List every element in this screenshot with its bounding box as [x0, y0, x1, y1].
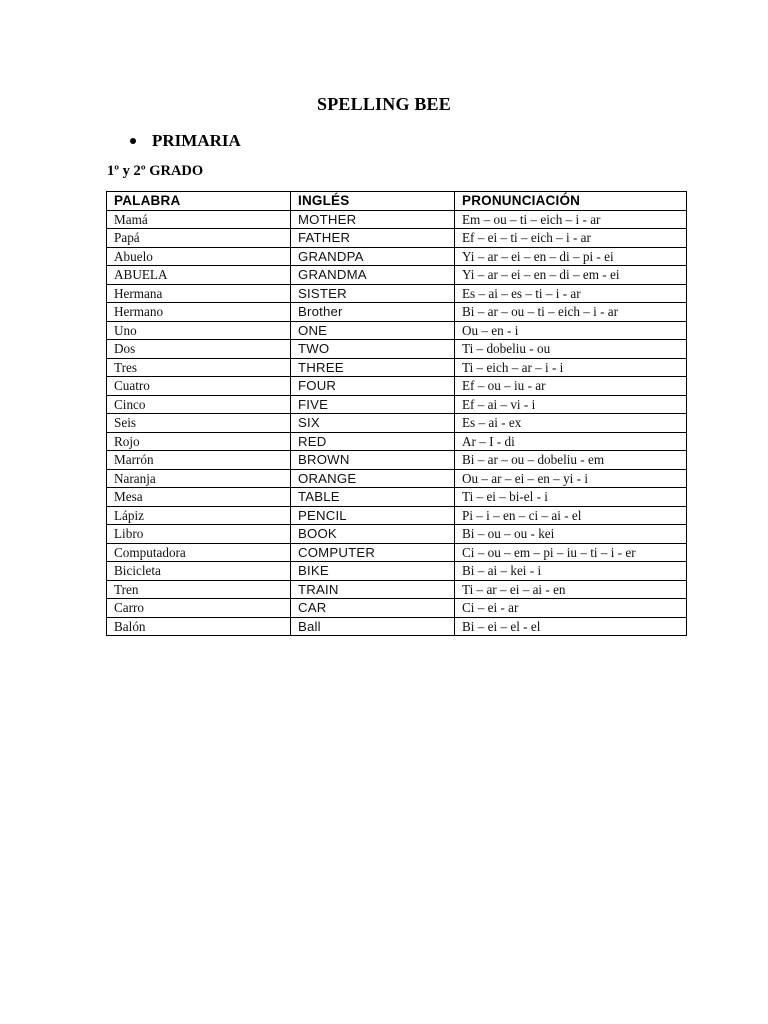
table-row [107, 506, 687, 525]
cell-english-word: FIVE [291, 395, 455, 414]
table-row [107, 617, 687, 636]
cell-pronunciation: Bi – ei – el - el [455, 617, 687, 636]
cell-spanish-word: Cuatro [107, 377, 291, 396]
header-palabra: PALABRA [107, 192, 291, 211]
cell-english-word: TABLE [291, 488, 455, 507]
cell-spanish-word: Lápiz [107, 506, 291, 525]
table-row [107, 303, 687, 322]
table-row [107, 525, 687, 544]
cell-spanish-word: Tren [107, 580, 291, 599]
bullet-icon [130, 138, 136, 144]
cell-pronunciation: Es – ai – es – ti – i - ar [455, 284, 687, 303]
cell-english-word: GRANDPA [291, 247, 455, 266]
vocabulary-table [106, 191, 687, 636]
cell-spanish-word: Tres [107, 358, 291, 377]
table-row [107, 432, 687, 451]
cell-english-word: MOTHER [291, 210, 455, 229]
cell-pronunciation: Ti – dobeliu - ou [455, 340, 687, 359]
section-heading: PRIMARIA [152, 131, 241, 150]
cell-spanish-word: Papá [107, 229, 291, 248]
table-row [107, 266, 687, 285]
table-row [107, 562, 687, 581]
cell-english-word: CAR [291, 599, 455, 618]
cell-english-word: BROWN [291, 451, 455, 470]
cell-spanish-word: Hermano [107, 303, 291, 322]
cell-spanish-word: Bicicleta [107, 562, 291, 581]
cell-spanish-word: Mamá [107, 210, 291, 229]
table-row [107, 488, 687, 507]
cell-pronunciation: Yi – ar – ei – en – di – em - ei [455, 266, 687, 285]
cell-spanish-word: Rojo [107, 432, 291, 451]
cell-english-word: TWO [291, 340, 455, 359]
cell-english-word: FOUR [291, 377, 455, 396]
cell-spanish-word: ABUELA [107, 266, 291, 285]
table-row [107, 284, 687, 303]
cell-english-word: COMPUTER [291, 543, 455, 562]
cell-pronunciation: Pi – i – en – ci – ai - el [455, 506, 687, 525]
page-title: SPELLING BEE [317, 94, 451, 114]
table-row [107, 395, 687, 414]
cell-english-word: ONE [291, 321, 455, 340]
cell-spanish-word: Marrón [107, 451, 291, 470]
cell-english-word: SISTER [291, 284, 455, 303]
cell-pronunciation: Ou – ar – ei – en – yi - i [455, 469, 687, 488]
cell-pronunciation: Ti – eich – ar – i - i [455, 358, 687, 377]
cell-spanish-word: Seis [107, 414, 291, 433]
cell-english-word: THREE [291, 358, 455, 377]
cell-pronunciation: Bi – ar – ou – dobeliu - em [455, 451, 687, 470]
table-row [107, 377, 687, 396]
table-row [107, 358, 687, 377]
table-row [107, 580, 687, 599]
table-row [107, 599, 687, 618]
cell-spanish-word: Cinco [107, 395, 291, 414]
cell-pronunciation: Bi – ou – ou - kei [455, 525, 687, 544]
cell-pronunciation: Ti – ar – ei – ai - en [455, 580, 687, 599]
cell-pronunciation: Ti – ei – bi-el - i [455, 488, 687, 507]
cell-english-word: SIX [291, 414, 455, 433]
cell-spanish-word: Libro [107, 525, 291, 544]
table-body [107, 210, 687, 636]
cell-pronunciation: Em – ou – ti – eich – i - ar [455, 210, 687, 229]
cell-pronunciation: Yi – ar – ei – en – di – pi - ei [455, 247, 687, 266]
cell-english-word: BOOK [291, 525, 455, 544]
table-row [107, 469, 687, 488]
grade-heading: 1º y 2º GRADO [107, 163, 204, 179]
cell-pronunciation: Es – ai - ex [455, 414, 687, 433]
cell-english-word: TRAIN [291, 580, 455, 599]
table-row [107, 414, 687, 433]
cell-english-word: ORANGE [291, 469, 455, 488]
cell-spanish-word: Computadora [107, 543, 291, 562]
cell-english-word: FATHER [291, 229, 455, 248]
cell-english-word: RED [291, 432, 455, 451]
cell-english-word: GRANDMA [291, 266, 455, 285]
header-pronunciacion: PRONUNCIACIÓN [455, 192, 687, 211]
section-bullet [130, 130, 241, 152]
cell-pronunciation: Ar – I - di [455, 432, 687, 451]
cell-pronunciation: Ou – en - i [455, 321, 687, 340]
table-row [107, 210, 687, 229]
cell-pronunciation: Ci – ei - ar [455, 599, 687, 618]
table-row [107, 451, 687, 470]
cell-spanish-word: Abuelo [107, 247, 291, 266]
cell-spanish-word: Hermana [107, 284, 291, 303]
cell-pronunciation: Ef – ou – iu - ar [455, 377, 687, 396]
table-row [107, 543, 687, 562]
cell-pronunciation: Bi – ar – ou – ti – eich – i - ar [455, 303, 687, 322]
cell-english-word: Ball [291, 617, 455, 636]
cell-english-word: Brother [291, 303, 455, 322]
table-row [107, 340, 687, 359]
cell-spanish-word: Mesa [107, 488, 291, 507]
cell-spanish-word: Dos [107, 340, 291, 359]
cell-pronunciation: Ci – ou – em – pi – iu – ti – i - er [455, 543, 687, 562]
header-ingles: INGLÉS [291, 192, 455, 211]
table-row [107, 247, 687, 266]
cell-english-word: BIKE [291, 562, 455, 581]
table-header-row [107, 192, 687, 211]
cell-spanish-word: Naranja [107, 469, 291, 488]
table-row [107, 321, 687, 340]
cell-spanish-word: Balón [107, 617, 291, 636]
cell-english-word: PENCIL [291, 506, 455, 525]
cell-pronunciation: Ef – ei – ti – eich – i - ar [455, 229, 687, 248]
cell-spanish-word: Uno [107, 321, 291, 340]
cell-pronunciation: Ef – ai – vi - i [455, 395, 687, 414]
cell-pronunciation: Bi – ai – kei - i [455, 562, 687, 581]
table-row [107, 229, 687, 248]
cell-spanish-word: Carro [107, 599, 291, 618]
